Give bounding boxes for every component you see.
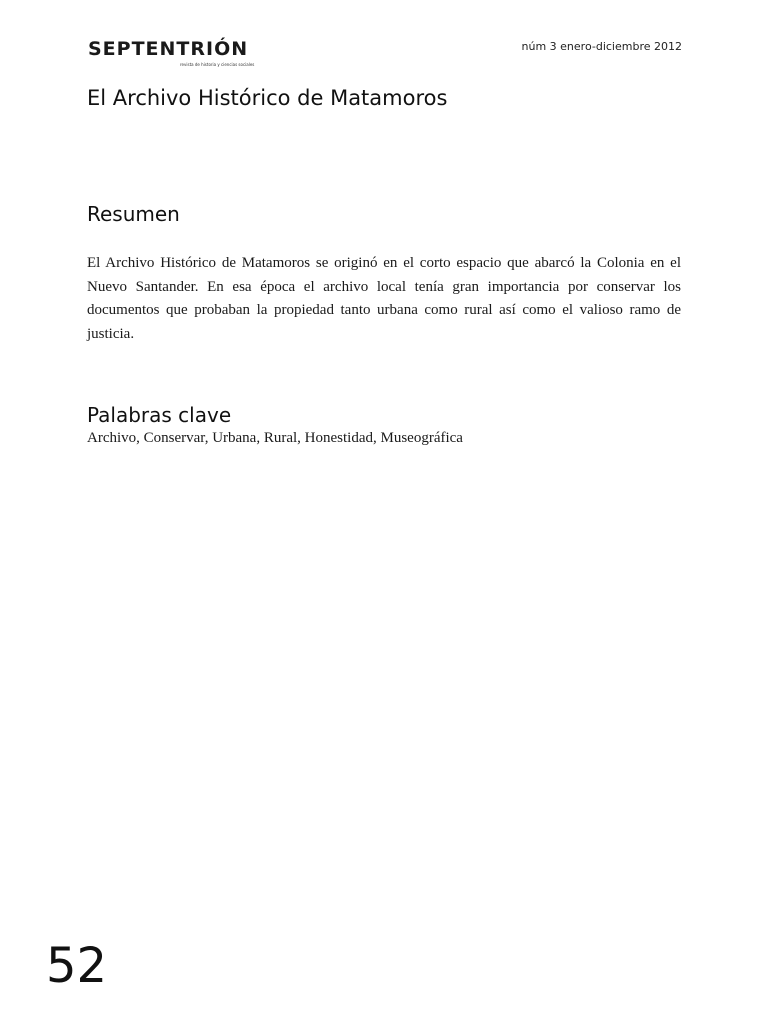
keywords-heading: Palabras clave <box>87 403 232 427</box>
logo-tagline: revista de historia y ciencias sociales <box>180 62 255 67</box>
issue-info: núm 3 enero-diciembre 2012 <box>521 40 682 53</box>
keywords-text: Archivo, Conservar, Urbana, Rural, Honestidad, Museográfica <box>87 430 463 446</box>
journal-logo <box>88 40 260 70</box>
abstract-text: El Archivo Histórico de Matamoros se originó en el corto espacio que abarcó la Colonia en el Nuevo Santander. En esa época el archivo local tenía gran importancia por conservar los documentos que probaban la propiedad tanto urbana como rural así como el valioso ramo de justicia. <box>87 255 681 342</box>
abstract-heading: Resumen <box>87 202 180 226</box>
page-number: 52 <box>46 938 108 994</box>
logo-wordmark: SEPTENTRIÓN <box>88 38 249 60</box>
article-title: El Archivo Histórico de Matamoros <box>87 86 448 110</box>
